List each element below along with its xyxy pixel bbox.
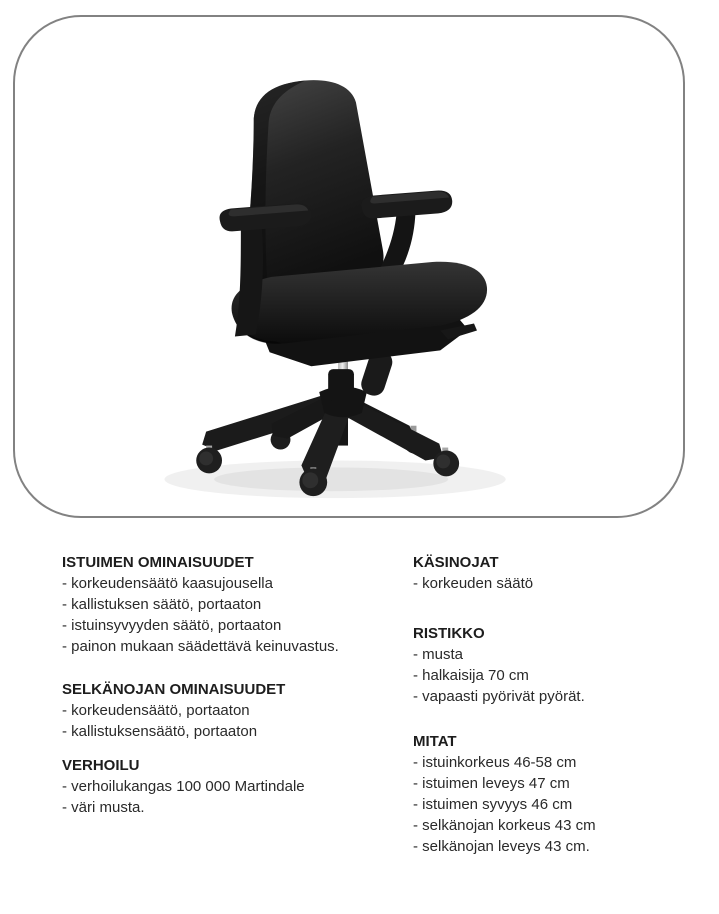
spec-item: - verhoilukangas 100 000 Martindale bbox=[62, 778, 305, 795]
section-heading: VERHOILU bbox=[62, 757, 140, 774]
section-heading: SELKÄNOJAN OMINAISUUDET bbox=[62, 681, 286, 698]
section-heading: RISTIKKO bbox=[413, 625, 485, 642]
spec-item: - korkeudensäätö kaasujousella bbox=[62, 575, 273, 592]
section-ristikko bbox=[413, 623, 708, 707]
spec-list bbox=[413, 573, 708, 594]
spec-item: - korkeudensäätö, portaaton bbox=[62, 702, 250, 719]
section-heading: ISTUIMEN OMINAISUUDET bbox=[62, 554, 254, 571]
spec-column-left bbox=[62, 552, 397, 818]
spec-list bbox=[62, 776, 397, 818]
section-heading: KÄSINOJAT bbox=[413, 554, 499, 571]
spec-list bbox=[62, 573, 397, 657]
section-verhoilu bbox=[62, 755, 397, 818]
spec-column-right bbox=[413, 552, 708, 857]
spec-item: - selkänojan leveys 43 cm. bbox=[413, 838, 590, 855]
spec-list bbox=[62, 700, 397, 742]
office-chair-image bbox=[15, 17, 683, 516]
section-kasinojat bbox=[413, 552, 708, 594]
spec-list bbox=[413, 752, 708, 857]
spec-item: - istuinkorkeus 46-58 cm bbox=[413, 754, 577, 771]
section-istuimen-ominaisuudet bbox=[62, 552, 397, 657]
spec-item: - kallistuksensäätö, portaaton bbox=[62, 723, 258, 740]
spec-item: - väri musta. bbox=[62, 799, 145, 816]
spec-item: - istuimen leveys 47 cm bbox=[413, 775, 570, 792]
spec-item: - istuimen syvyys 46 cm bbox=[413, 796, 573, 813]
spec-item: - selkänojan korkeus 43 cm bbox=[413, 817, 596, 834]
spec-item: - istuinsyvyyden säätö, portaaton bbox=[62, 617, 282, 634]
spec-item: - vapaasti pyörivät pyörät. bbox=[413, 688, 585, 705]
section-heading: MITAT bbox=[413, 733, 457, 750]
spec-item: - musta bbox=[413, 646, 464, 663]
spec-item: - halkaisija 70 cm bbox=[413, 667, 529, 684]
section-selkanojan-ominaisuudet bbox=[62, 679, 397, 742]
spec-item: - kallistuksen säätö, portaaton bbox=[62, 596, 262, 613]
section-mitat bbox=[413, 731, 708, 857]
spec-list bbox=[413, 644, 708, 707]
product-image-panel bbox=[13, 15, 685, 518]
spec-item: - painon mukaan säädettävä keinuvastus. bbox=[62, 638, 339, 655]
spec-item: - korkeuden säätö bbox=[413, 575, 534, 592]
